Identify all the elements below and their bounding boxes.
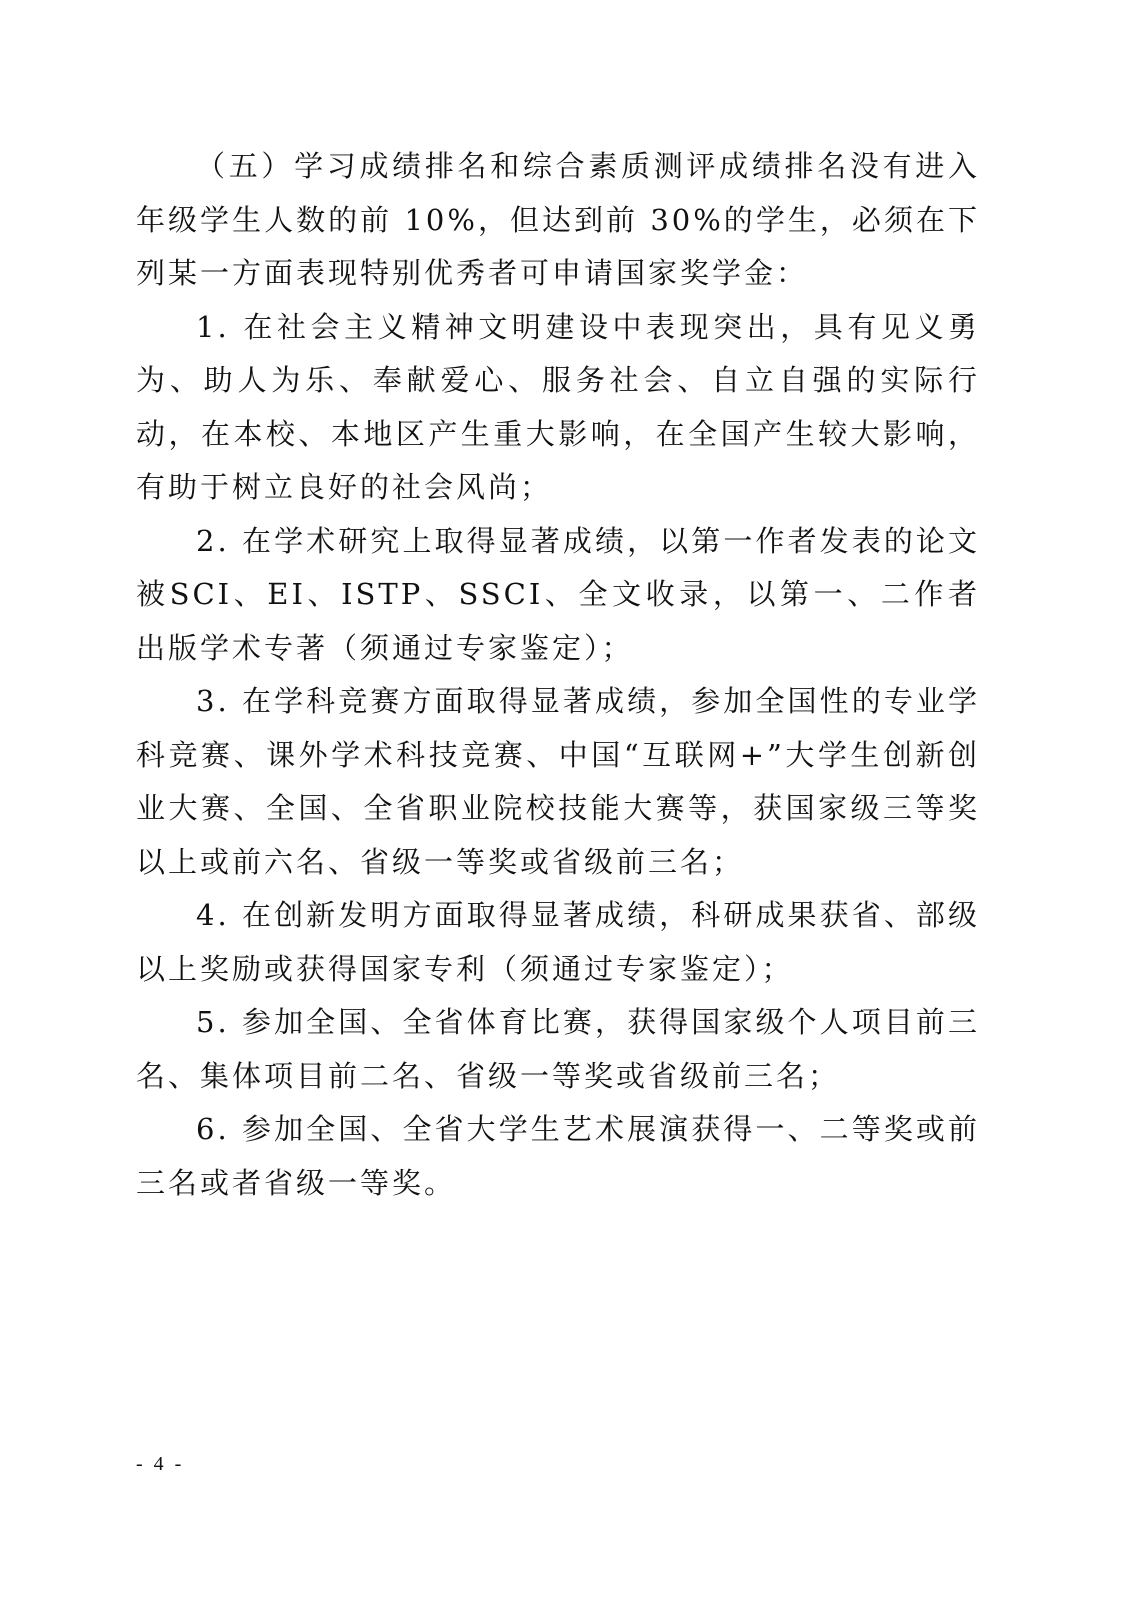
paragraph-item-4: 4. 在创新发明方面取得显著成绩，科研成果获省、部级以上奖励或获得国家专利（须通过专家鉴定）； (136, 898, 980, 986)
document-body (136, 140, 980, 1210)
paragraph-item-2: 2. 在学术研究上取得显著成绩，以第一作者发表的论文被SCI、EI、ISTP、SSCI、全文收录，以第一、二作者出版学术专著（须通过专家鉴定）； (136, 523, 980, 665)
paragraph-item-5: 5. 参加全国、全省体育比赛，获得国家级个人项目前三名、集体项目前二名、省级一等奖或省级前三名； (136, 1005, 980, 1093)
paragraph-section-5-intro: （五）学习成绩排名和综合素质测评成绩排名没有进入年级学生人数的前 10%，但达到前 30%的学生，必须在下列某一方面表现特别优秀者可申请国家奖学金： (136, 149, 980, 290)
paragraph-item-6: 6. 参加全国、全省大学生艺术展演获得一、二等奖或前三名或者省级一等奖。 (136, 1112, 980, 1200)
paragraph-item-1: 1. 在社会主义精神文明建设中表现突出，具有见义勇为、助人为乐、奉献爱心、服务社会、自立自强的实际行动，在本校、本地区产生重大影响，在全国产生较大影响，有助于树立良好的社会风尚； (136, 309, 980, 504)
paragraph-item-3: 3. 在学科竞赛方面取得显著成绩，参加全国性的专业学科竞赛、课外学术科技竞赛、中国“互联网+”大学生创新创业大赛、全国、全省职业院校技能大赛等，获国家级三等奖以上或前六名、省级一等奖或省级前三名； (136, 684, 980, 879)
page-number: - 4 - (136, 1453, 185, 1475)
